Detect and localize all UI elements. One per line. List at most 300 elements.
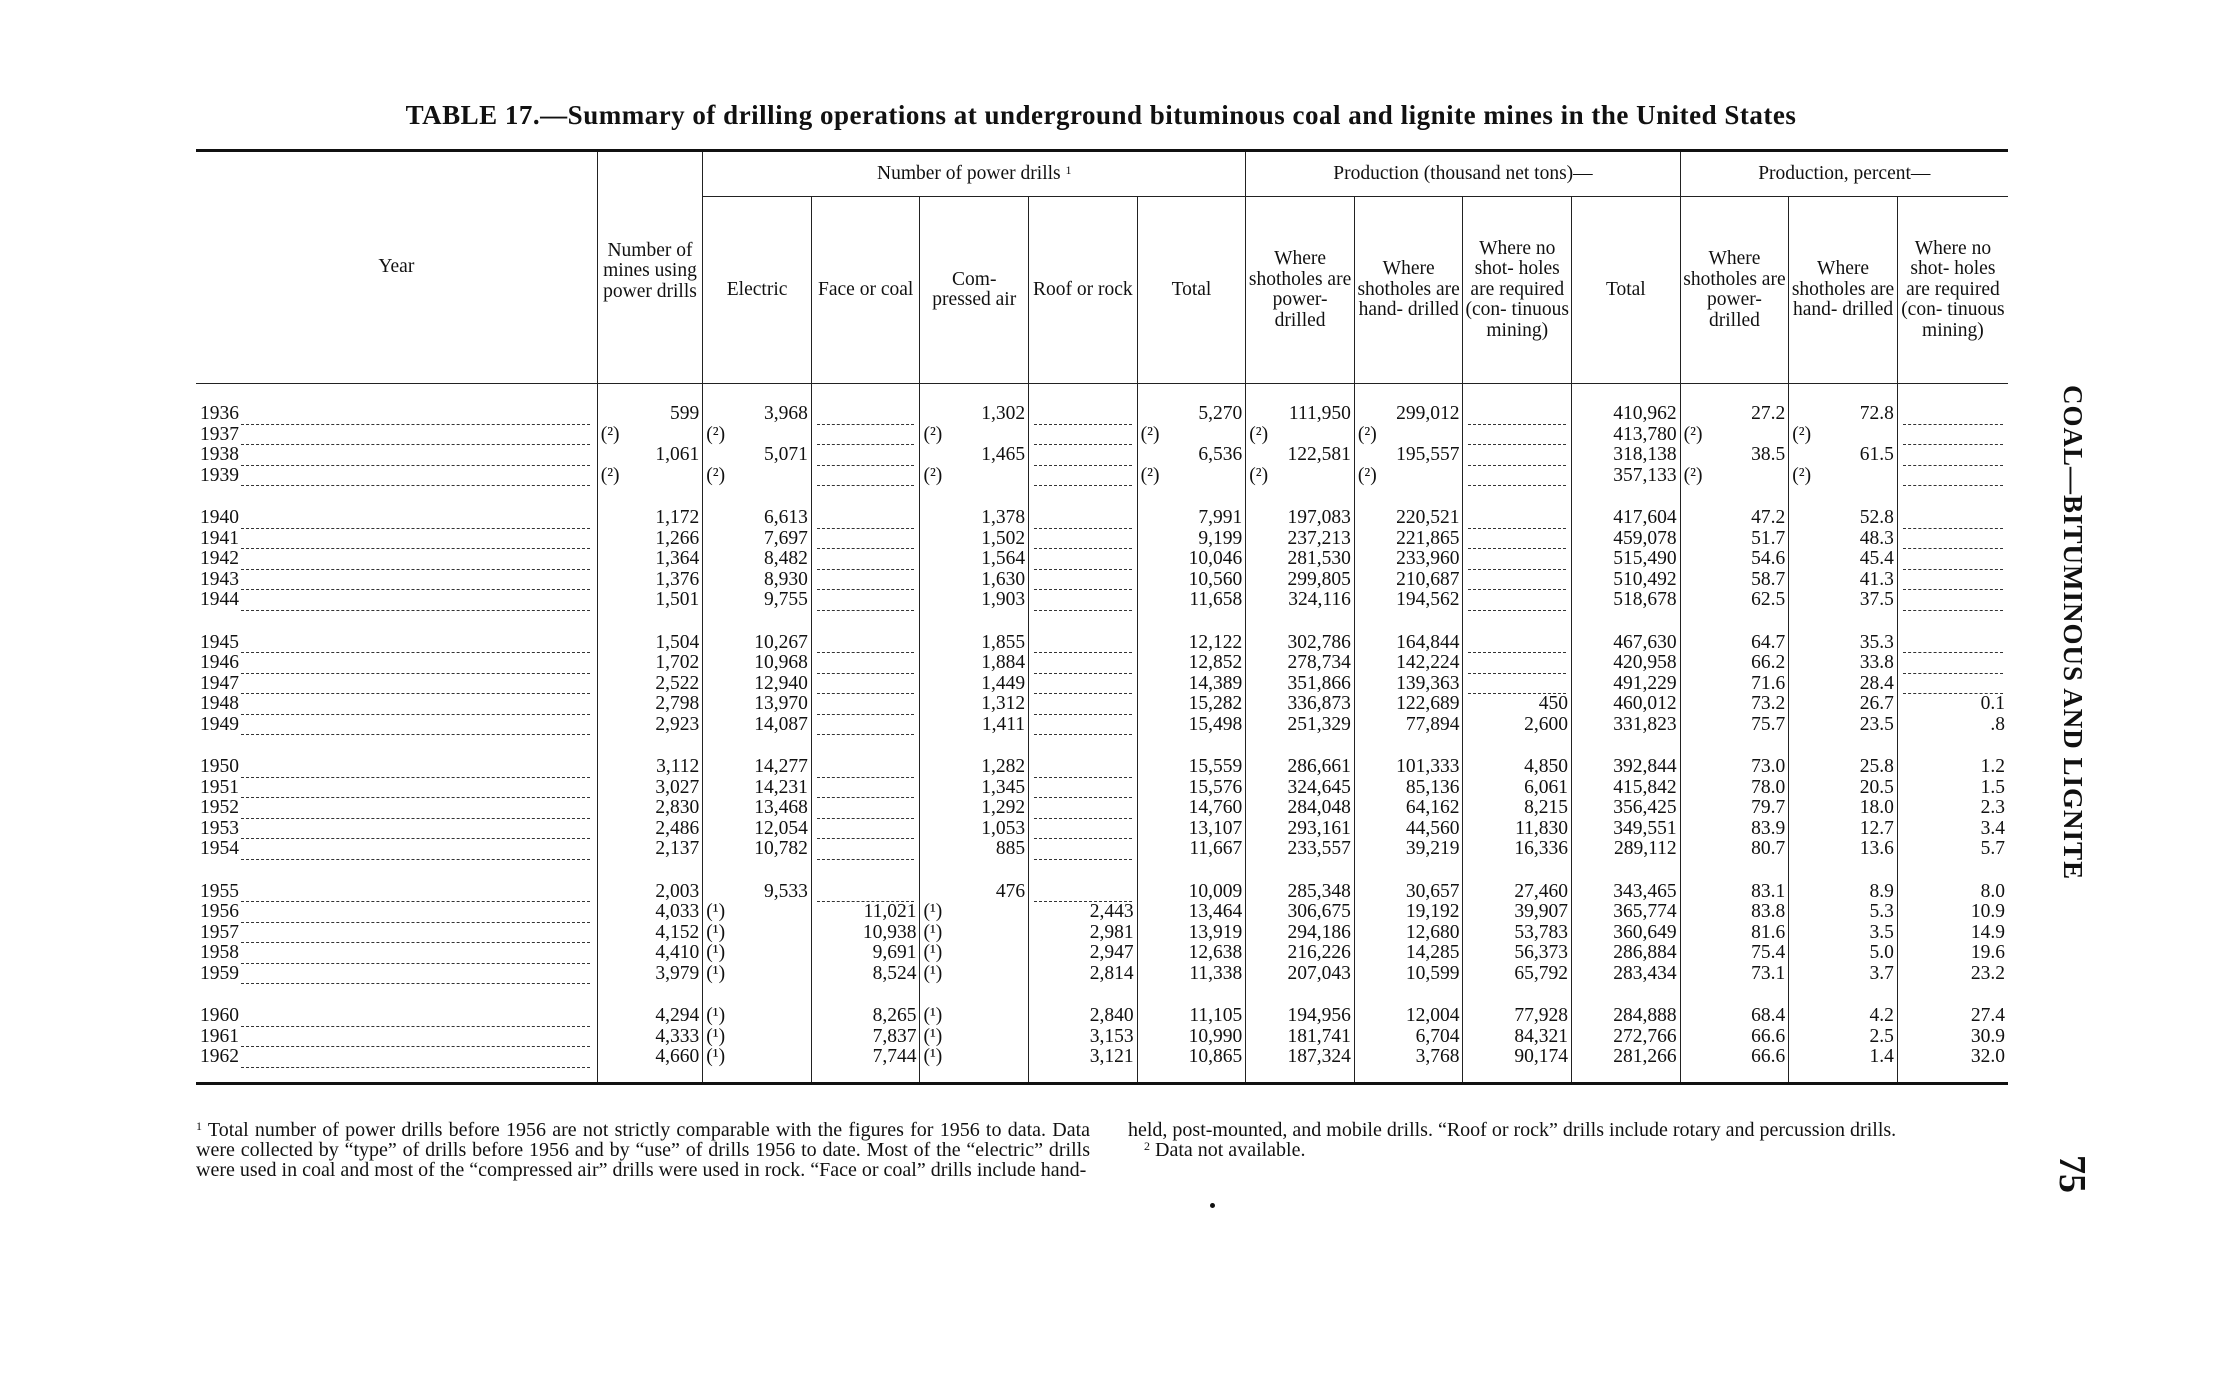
cell-pct-hand: 72.8	[1789, 404, 1898, 425]
cell-no-shotholes: 39,907	[1463, 902, 1572, 923]
cell-compressed-air: 1,292	[920, 798, 1029, 819]
table-row	[196, 902, 2008, 923]
spacer-cell	[1897, 1068, 2008, 1084]
spacer-cell	[1789, 984, 1898, 1006]
spacer-cell	[597, 486, 703, 508]
cell-pct-hand: 52.8	[1789, 508, 1898, 529]
cell-production-total: 331,823	[1572, 715, 1681, 736]
header-power-drilled: Where shotholes are power- drilled	[1246, 197, 1355, 384]
dot-leader	[241, 516, 590, 529]
cell-production-total: 420,958	[1572, 653, 1681, 674]
cell-face-coal	[811, 839, 920, 860]
cell-year	[196, 757, 597, 778]
table-row	[196, 1027, 2008, 1048]
spacer-cell	[1680, 384, 1789, 405]
spacer-cell	[1246, 984, 1355, 1006]
cell-roof-rock	[1029, 674, 1138, 695]
year-label: 1936	[200, 403, 239, 424]
dash-leader	[817, 535, 915, 549]
cell-power-drilled: 281,530	[1246, 549, 1355, 570]
table-row	[196, 778, 2008, 799]
dash-leader	[1034, 701, 1132, 715]
spacer-cell	[1789, 860, 1898, 882]
spacer-cell	[1789, 1068, 1898, 1084]
cell-face-coal	[811, 798, 920, 819]
cell-pct-hand: 23.5	[1789, 715, 1898, 736]
cell-face-coal: 10,938	[811, 923, 920, 944]
dash-leader	[1903, 515, 2003, 529]
cell-pct-none: 10.9	[1897, 902, 2008, 923]
cell-compressed-air: 476	[920, 882, 1029, 903]
cell-power-drilled: 181,741	[1246, 1027, 1355, 1048]
dot-leader	[241, 971, 590, 984]
cell-no-shotholes: 65,792	[1463, 964, 1572, 985]
cell-hand-drilled: 164,844	[1354, 633, 1463, 654]
cell-pct-power: 83.1	[1680, 882, 1789, 903]
cell-pct-none	[1897, 445, 2008, 466]
cell-production-total: 357,133	[1572, 466, 1681, 487]
spacer-cell	[703, 735, 812, 757]
cell-mines: 1,702	[597, 653, 703, 674]
cell-pct-hand: 18.0	[1789, 798, 1898, 819]
cell-total-drills: 15,576	[1137, 778, 1246, 799]
cell-year	[196, 694, 597, 715]
spacer-cell	[1572, 384, 1681, 405]
cell-hand-drilled: 210,687	[1354, 570, 1463, 591]
cell-face-coal	[811, 633, 920, 654]
cell-electric: 14,277	[703, 757, 812, 778]
table-row	[196, 445, 2008, 466]
cell-production-total: 510,492	[1572, 570, 1681, 591]
cell-production-total: 356,425	[1572, 798, 1681, 819]
cell-mines: 2,798	[597, 694, 703, 715]
spacer-cell	[1029, 486, 1138, 508]
cell-power-drilled: 293,161	[1246, 819, 1355, 840]
cell-pct-none: 5.7	[1897, 839, 2008, 860]
cell-total-drills: 5,270	[1137, 404, 1246, 425]
year-label: 1959	[200, 962, 239, 984]
cell-mines: 1,364	[597, 549, 703, 570]
cell-total-drills: 13,464	[1137, 902, 1246, 923]
cell-face-coal	[811, 819, 920, 840]
year-label: 1938	[200, 444, 239, 465]
cell-roof-rock	[1029, 529, 1138, 550]
cell-face-coal	[811, 715, 920, 736]
cell-total-drills: 7,991	[1137, 508, 1246, 529]
cell-no-shotholes	[1463, 674, 1572, 695]
cell-pct-hand: 26.7	[1789, 694, 1898, 715]
cell-total-drills: 15,498	[1137, 715, 1246, 736]
table-row	[196, 943, 2008, 964]
spacer-cell	[1137, 384, 1246, 405]
header-group-drills: Number of power drills $^1$	[703, 151, 1246, 197]
cell-no-shotholes	[1463, 529, 1572, 550]
spacer-cell	[1354, 1068, 1463, 1084]
cell-pct-hand: 45.4	[1789, 549, 1898, 570]
year-label: 1946	[200, 652, 239, 673]
spacer-cell	[1572, 984, 1681, 1006]
cell-pct-hand: 1.4	[1789, 1047, 1898, 1068]
cell-hand-drilled: 77,894	[1354, 715, 1463, 736]
dash-leader	[1468, 576, 1566, 590]
spacer-cell	[1354, 384, 1463, 405]
cell-mines: 4,660	[597, 1047, 703, 1068]
cell-pct-power: 58.7	[1680, 570, 1789, 591]
cell-pct-power: 51.7	[1680, 529, 1789, 550]
cell-year	[196, 819, 597, 840]
dash-leader	[1903, 452, 2003, 466]
spacer-cell	[1029, 984, 1138, 1006]
cell-production-total: 318,138	[1572, 445, 1681, 466]
cell-production-total: 272,766	[1572, 1027, 1681, 1048]
spacer-cell	[196, 384, 597, 405]
spacer-cell	[1137, 486, 1246, 508]
cell-hand-drilled: 39,219	[1354, 839, 1463, 860]
spacer-cell	[1572, 735, 1681, 757]
spacer-cell	[1246, 860, 1355, 882]
cell-hand-drilled: 233,960	[1354, 549, 1463, 570]
header-face-coal: Face or coal	[811, 197, 920, 384]
cell-year	[196, 839, 597, 860]
header-roof-rock: Roof or rock	[1029, 197, 1138, 384]
cell-power-drilled: 285,348	[1246, 882, 1355, 903]
cell-production-total: 467,630	[1572, 633, 1681, 654]
cell-roof-rock	[1029, 819, 1138, 840]
spacer-cell	[196, 611, 597, 633]
cell-pct-power: 71.6	[1680, 674, 1789, 695]
cell-total-drills: 11,667	[1137, 839, 1246, 860]
dot-leader	[241, 806, 590, 819]
table-body	[196, 384, 2008, 1084]
cell-mines: 2,003	[597, 882, 703, 903]
cell-year	[196, 466, 597, 487]
dash-leader	[1034, 556, 1132, 570]
dash-leader	[1034, 431, 1132, 445]
cell-production-total: 392,844	[1572, 757, 1681, 778]
cell-production-total: 365,774	[1572, 902, 1681, 923]
dash-leader	[1034, 576, 1132, 590]
spacer-cell	[703, 384, 812, 405]
cell-electric: (¹)	[703, 964, 812, 985]
dash-leader	[817, 576, 915, 590]
header-mines: Number of mines using power drills	[597, 151, 703, 384]
footnote-continuation	[1128, 1120, 2016, 1160]
dash-leader	[817, 825, 915, 839]
table-row	[196, 694, 2008, 715]
spacer-cell	[1029, 860, 1138, 882]
cell-mines: 4,410	[597, 943, 703, 964]
spacer-cell	[1897, 611, 2008, 633]
table-row	[196, 549, 2008, 570]
cell-no-shotholes	[1463, 425, 1572, 446]
dot-leader	[241, 785, 590, 798]
cell-pct-none: 30.9	[1897, 1027, 2008, 1048]
spacer-cell	[920, 735, 1029, 757]
spacer-cell	[1680, 611, 1789, 633]
cell-pct-power: 62.5	[1680, 590, 1789, 611]
spacer-cell	[1680, 984, 1789, 1006]
cell-production-total: 281,266	[1572, 1047, 1681, 1068]
cell-face-coal	[811, 882, 920, 903]
dot-leader	[241, 1055, 590, 1068]
spacer-cell	[811, 860, 920, 882]
cell-electric: 8,930	[703, 570, 812, 591]
cell-pct-hand: 4.2	[1789, 1006, 1898, 1027]
spacer-cell	[1354, 611, 1463, 633]
cell-year	[196, 964, 597, 985]
spacer-cell	[920, 611, 1029, 633]
year-label: 1945	[200, 631, 239, 653]
spacer-cell	[920, 984, 1029, 1006]
cell-pct-none	[1897, 425, 2008, 446]
cell-compressed-air: 1,411	[920, 715, 1029, 736]
dash-leader	[1903, 639, 2003, 653]
cell-total-drills: 12,638	[1137, 943, 1246, 964]
cell-compressed-air: 885	[920, 839, 1029, 860]
cell-roof-rock	[1029, 839, 1138, 860]
cell-pct-power: 80.7	[1680, 839, 1789, 860]
cell-total-drills: 10,865	[1137, 1047, 1246, 1068]
table-row	[196, 819, 2008, 840]
spacer-cell	[1354, 486, 1463, 508]
cell-pct-none: 2.3	[1897, 798, 2008, 819]
cell-no-shotholes: 450	[1463, 694, 1572, 715]
cell-power-drilled: 122,581	[1246, 445, 1355, 466]
cell-total-drills: 14,760	[1137, 798, 1246, 819]
cell-compressed-air: 1,345	[920, 778, 1029, 799]
cell-pct-none	[1897, 508, 2008, 529]
cell-compressed-air: (¹)	[920, 1027, 1029, 1048]
spacer-cell	[703, 984, 812, 1006]
cell-power-drilled: 351,866	[1246, 674, 1355, 695]
spacer-cell	[1137, 1068, 1246, 1084]
cell-power-drilled: 306,675	[1246, 902, 1355, 923]
spacer-cell	[1029, 735, 1138, 757]
spacer-cell	[811, 611, 920, 633]
dot-leader	[241, 889, 590, 902]
running-head: COAL—BITUMINOUS AND LIGNITE	[2058, 385, 2088, 881]
cell-no-shotholes	[1463, 590, 1572, 611]
cell-hand-drilled: 44,560	[1354, 819, 1463, 840]
cell-year	[196, 445, 597, 466]
cell-pct-power: 73.2	[1680, 694, 1789, 715]
cell-mines: 3,027	[597, 778, 703, 799]
cell-roof-rock	[1029, 633, 1138, 654]
table-row	[196, 425, 2008, 446]
cell-year	[196, 404, 597, 425]
dot-leader	[241, 1034, 590, 1047]
spacer-cell	[1463, 860, 1572, 882]
cell-production-total: 459,078	[1572, 529, 1681, 550]
cell-year	[196, 570, 597, 591]
spacer-cell	[1463, 384, 1572, 405]
spacer-cell	[1137, 860, 1246, 882]
spacer-cell	[703, 860, 812, 882]
spacer-cell	[811, 984, 920, 1006]
dash-leader	[1903, 660, 2003, 674]
dash-leader	[1903, 472, 2003, 486]
cell-pct-none	[1897, 674, 2008, 695]
cell-pct-power: 75.7	[1680, 715, 1789, 736]
header-year: Year	[196, 151, 597, 384]
cell-compressed-air: 1,630	[920, 570, 1029, 591]
cell-pct-power: 79.7	[1680, 798, 1789, 819]
cell-pct-hand: 3.5	[1789, 923, 1898, 944]
cell-compressed-air: 1,378	[920, 508, 1029, 529]
cell-pct-none	[1897, 529, 2008, 550]
cell-year	[196, 674, 597, 695]
cell-electric: (¹)	[703, 923, 812, 944]
spacer-cell	[1897, 486, 2008, 508]
year-label: 1954	[200, 838, 239, 859]
year-label: 1939	[200, 464, 239, 486]
cell-pct-power: 66.6	[1680, 1027, 1789, 1048]
cell-compressed-air: 1,564	[920, 549, 1029, 570]
spacer-cell	[1572, 486, 1681, 508]
cell-face-coal: 7,744	[811, 1047, 920, 1068]
cell-electric: (¹)	[703, 943, 812, 964]
cell-year	[196, 1027, 597, 1048]
dash-leader	[1034, 784, 1132, 798]
cell-no-shotholes: 84,321	[1463, 1027, 1572, 1048]
cell-roof-rock	[1029, 778, 1138, 799]
cell-no-shotholes: 2,600	[1463, 715, 1572, 736]
cell-roof-rock	[1029, 404, 1138, 425]
cell-pct-power: 38.5	[1680, 445, 1789, 466]
cell-no-shotholes	[1463, 633, 1572, 654]
dot-leader	[241, 910, 590, 923]
dash-leader	[817, 472, 915, 486]
cell-compressed-air: (²)	[920, 466, 1029, 487]
cell-pct-hand: (²)	[1789, 466, 1898, 487]
dash-leader	[817, 660, 915, 674]
cell-face-coal	[811, 404, 920, 425]
table-row	[196, 529, 2008, 550]
cell-face-coal: 11,021	[811, 902, 920, 923]
cell-pct-hand: 61.5	[1789, 445, 1898, 466]
dash-leader	[1034, 535, 1132, 549]
dot-leader	[241, 432, 590, 445]
cell-electric: (²)	[703, 466, 812, 487]
dash-leader	[1034, 805, 1132, 819]
cell-pct-hand: 33.8	[1789, 653, 1898, 674]
cell-roof-rock	[1029, 694, 1138, 715]
cell-production-total: 284,888	[1572, 1006, 1681, 1027]
cell-total-drills: 15,282	[1137, 694, 1246, 715]
cell-roof-rock	[1029, 882, 1138, 903]
spacer-cell	[811, 735, 920, 757]
dot-leader	[241, 640, 590, 653]
dash-leader	[1468, 535, 1566, 549]
dash-leader	[817, 452, 915, 466]
cell-compressed-air: 1,282	[920, 757, 1029, 778]
cell-pct-power: 68.4	[1680, 1006, 1789, 1027]
cell-production-total: 460,012	[1572, 694, 1681, 715]
cell-pct-power: 83.9	[1680, 819, 1789, 840]
cell-face-coal	[811, 653, 920, 674]
table-row	[196, 508, 2008, 529]
cell-total-drills: 12,852	[1137, 653, 1246, 674]
spacer-cell	[1572, 1068, 1681, 1084]
spacer-cell	[1463, 984, 1572, 1006]
cell-total-drills: 14,389	[1137, 674, 1246, 695]
table-row	[196, 882, 2008, 903]
spacer-cell	[703, 611, 812, 633]
cell-hand-drilled: 220,521	[1354, 508, 1463, 529]
cell-face-coal	[811, 757, 920, 778]
cell-electric: 9,755	[703, 590, 812, 611]
cell-year	[196, 798, 597, 819]
cell-face-coal	[811, 445, 920, 466]
spacer-cell	[1897, 384, 2008, 405]
spacer-cell	[1897, 860, 2008, 882]
cell-mines: 4,152	[597, 923, 703, 944]
dash-leader	[1034, 764, 1132, 778]
cell-no-shotholes	[1463, 466, 1572, 487]
cell-production-total: 413,780	[1572, 425, 1681, 446]
cell-pct-none	[1897, 570, 2008, 591]
spacer-cell	[597, 384, 703, 405]
cell-roof-rock	[1029, 653, 1138, 674]
cell-production-total: 491,229	[1572, 674, 1681, 695]
cell-pct-power: 81.6	[1680, 923, 1789, 944]
cell-pct-hand: 13.6	[1789, 839, 1898, 860]
group-spacer	[196, 611, 2008, 633]
header-electric: Electric	[703, 197, 812, 384]
dash-leader	[1034, 721, 1132, 735]
cell-hand-drilled: 19,192	[1354, 902, 1463, 923]
cell-electric: (¹)	[703, 1027, 812, 1048]
spacer-cell	[1354, 984, 1463, 1006]
table-row	[196, 964, 2008, 985]
cell-mines: 1,504	[597, 633, 703, 654]
spacer-cell	[1789, 735, 1898, 757]
cell-hand-drilled: 64,162	[1354, 798, 1463, 819]
cell-pct-hand: 28.4	[1789, 674, 1898, 695]
cell-no-shotholes: 11,830	[1463, 819, 1572, 840]
spacer-cell	[196, 984, 597, 1006]
year-label: 1962	[200, 1046, 239, 1067]
cell-compressed-air: 1,855	[920, 633, 1029, 654]
dot-leader	[241, 412, 590, 425]
spacer-cell	[1463, 735, 1572, 757]
dash-leader	[1903, 680, 2003, 694]
cell-electric: (¹)	[703, 1047, 812, 1068]
spacer-cell	[1246, 735, 1355, 757]
cell-roof-rock	[1029, 570, 1138, 591]
spacer-cell	[1680, 860, 1789, 882]
year-label: 1956	[200, 901, 239, 922]
cell-pct-power: 73.0	[1680, 757, 1789, 778]
cell-power-drilled: 111,950	[1246, 404, 1355, 425]
spacer-cell	[920, 384, 1029, 405]
spacer-cell	[1463, 611, 1572, 633]
cell-roof-rock: 3,121	[1029, 1047, 1138, 1068]
cell-face-coal: 7,837	[811, 1027, 920, 1048]
dash-leader	[817, 764, 915, 778]
spacer-cell	[1897, 984, 2008, 1006]
spacer-cell	[196, 860, 597, 882]
year-label: 1940	[200, 507, 239, 528]
cell-pct-none: 0.1	[1897, 694, 2008, 715]
cell-total-drills: 11,105	[1137, 1006, 1246, 1027]
cell-roof-rock	[1029, 798, 1138, 819]
cell-pct-power: 64.7	[1680, 633, 1789, 654]
cell-pct-none: 8.0	[1897, 882, 2008, 903]
cell-no-shotholes: 90,174	[1463, 1047, 1572, 1068]
cell-no-shotholes: 27,460	[1463, 882, 1572, 903]
dash-leader	[1468, 660, 1566, 674]
